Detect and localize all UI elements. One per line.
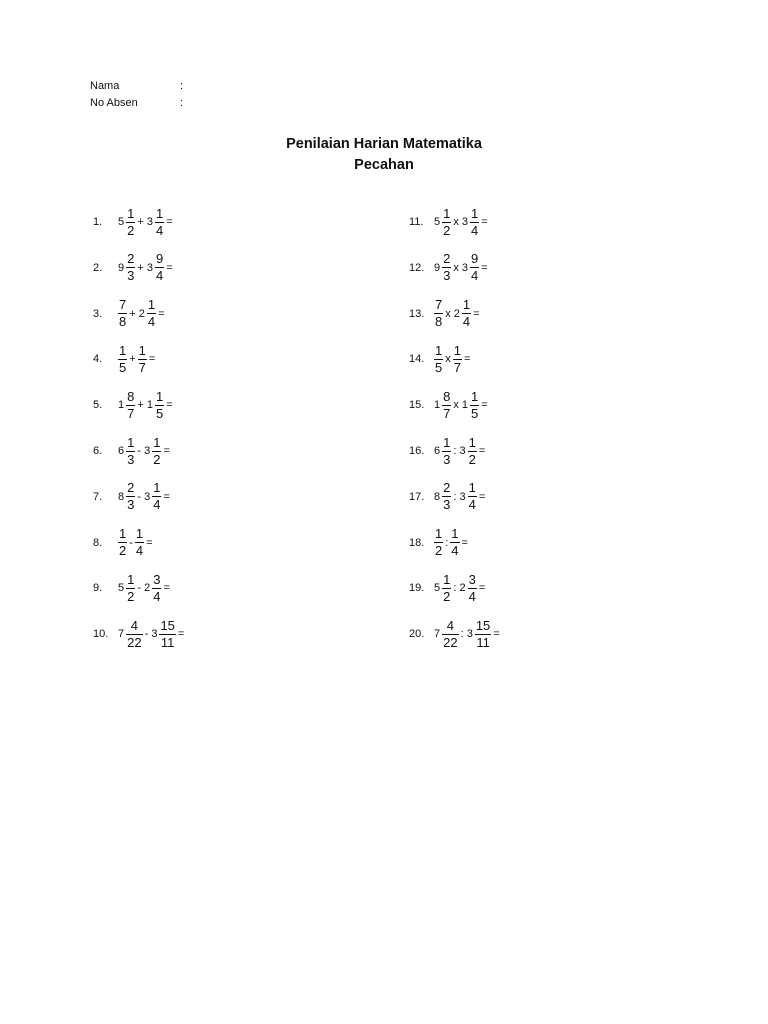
fraction <box>126 207 135 238</box>
expression-text: = <box>478 490 486 503</box>
numerator: 9 <box>155 251 164 267</box>
expression-text: + 2 <box>129 307 145 320</box>
expression-text: = <box>493 628 500 641</box>
expression-text: 5 <box>434 216 441 228</box>
numerator: 1 <box>135 526 144 542</box>
numerator: 4 <box>130 617 138 633</box>
numerator: 9 <box>471 251 479 267</box>
numerator: 1 <box>471 388 479 404</box>
fraction <box>470 252 479 283</box>
expression-text: = <box>177 628 185 641</box>
expression-text: 5 <box>118 216 125 228</box>
expression-text: = <box>163 445 170 457</box>
fraction <box>126 573 135 604</box>
problem-6 <box>93 433 171 469</box>
expression-text: : 2 <box>453 582 466 595</box>
problem-expression <box>117 436 171 467</box>
expression-text: = <box>158 307 165 320</box>
denominator: 7 <box>443 405 451 421</box>
fraction <box>434 527 443 558</box>
numerator: 15 <box>160 617 175 633</box>
problem-expression <box>117 481 171 512</box>
fraction <box>434 344 443 375</box>
expression-text: - 3 <box>144 628 158 641</box>
expression-text: 1 <box>434 399 441 412</box>
numerator: 1 <box>435 526 443 542</box>
numerator: 3 <box>468 571 476 587</box>
expression-text: 9 <box>118 261 125 274</box>
fraction <box>470 207 479 238</box>
problem-expression <box>433 390 489 421</box>
denominator: 22 <box>443 634 458 650</box>
name-label: Nama <box>90 80 120 92</box>
problem-number: 13. <box>409 307 425 320</box>
denominator: 5 <box>471 405 479 421</box>
problem-number: 7. <box>93 490 103 503</box>
expression-text: - 2 <box>137 582 151 595</box>
denominator: 4 <box>153 588 161 604</box>
numerator: 1 <box>127 205 135 221</box>
fraction <box>152 573 161 604</box>
denominator: 3 <box>127 268 135 284</box>
problem-expression <box>117 252 174 283</box>
fraction <box>147 298 156 329</box>
problem-9 <box>93 570 171 606</box>
problem-number: 14. <box>409 353 425 366</box>
problem-expression <box>117 344 156 375</box>
denominator: 3 <box>443 268 451 284</box>
numerator: 1 <box>127 434 135 450</box>
numerator: 7 <box>119 297 127 313</box>
expression-text: = <box>163 582 170 595</box>
fraction <box>442 390 451 421</box>
fraction <box>442 481 451 512</box>
denominator: 2 <box>153 451 161 467</box>
expression-text: = <box>166 261 173 274</box>
numerator: 2 <box>443 251 451 267</box>
fraction <box>434 298 443 329</box>
problem-8 <box>93 525 154 561</box>
problem-number: 2. <box>93 261 103 274</box>
expression-text: x <box>445 353 451 366</box>
problem-number: 8. <box>93 536 103 549</box>
problem-expression <box>433 573 486 604</box>
fraction <box>155 207 164 238</box>
numerator: 15 <box>475 617 491 633</box>
problem-1 <box>93 204 174 240</box>
absen-row <box>90 95 183 111</box>
denominator: 4 <box>471 222 479 238</box>
expression-text: + 3 <box>137 261 153 274</box>
absen-colon: : <box>180 97 184 109</box>
numerator: 1 <box>443 571 451 587</box>
fraction <box>453 344 462 375</box>
problem-10 <box>93 616 185 652</box>
fraction <box>462 298 471 329</box>
denominator: 11 <box>160 634 175 650</box>
fraction <box>126 436 135 467</box>
numerator: 1 <box>127 571 135 587</box>
denominator: 7 <box>138 359 146 375</box>
expression-text: = <box>478 582 486 595</box>
problem-expression <box>433 344 471 375</box>
numerator: 1 <box>443 205 451 221</box>
expression-text: = <box>146 536 153 549</box>
expression-text: = <box>481 261 488 274</box>
fraction <box>155 390 164 421</box>
denominator: 4 <box>147 314 156 330</box>
problem-expression <box>117 298 166 329</box>
denominator: 11 <box>476 634 490 650</box>
denominator: 3 <box>127 497 135 513</box>
page-subtitle: Pecahan <box>354 157 414 173</box>
expression-text: 7 <box>434 628 441 641</box>
problem-20 <box>409 616 501 652</box>
denominator: 7 <box>453 359 461 375</box>
denominator: 2 <box>443 222 451 238</box>
expression-text: x 1 <box>453 399 469 412</box>
numerator: 1 <box>451 526 459 542</box>
numerator: 4 <box>446 617 454 633</box>
expression-text: = <box>166 399 173 412</box>
expression-text: - 3 <box>137 490 151 503</box>
problem-3 <box>93 296 166 332</box>
fraction <box>152 436 161 467</box>
denominator: 8 <box>435 314 443 330</box>
fraction <box>152 481 161 512</box>
denominator: 5 <box>155 405 164 421</box>
expression-text: - <box>129 536 133 549</box>
expression-text: + 1 <box>137 399 153 412</box>
problem-expression <box>117 527 154 558</box>
expression-text: : 3 <box>460 628 473 641</box>
denominator: 4 <box>135 543 144 559</box>
numerator: 1 <box>462 297 471 313</box>
numerator: 1 <box>119 342 127 358</box>
expression-text: = <box>461 536 468 549</box>
problem-11 <box>409 204 489 240</box>
denominator: 4 <box>468 588 476 604</box>
denominator: 22 <box>127 634 142 650</box>
expression-text: : 3 <box>453 445 466 457</box>
expression-text: = <box>163 490 170 503</box>
problem-2 <box>93 250 174 286</box>
expression-text: 5 <box>434 582 441 595</box>
expression-text: = <box>166 216 173 228</box>
problem-number: 5. <box>93 399 103 412</box>
numerator: 1 <box>119 526 127 542</box>
problem-7 <box>93 479 171 515</box>
denominator: 4 <box>462 314 471 330</box>
numerator: 1 <box>435 342 443 358</box>
problem-5 <box>93 387 174 423</box>
problem-16 <box>409 433 486 469</box>
numerator: 1 <box>153 480 161 496</box>
expression-text: = <box>478 445 486 457</box>
problem-number: 16. <box>409 445 425 457</box>
expression-text: = <box>481 216 488 228</box>
fraction <box>155 252 164 283</box>
expression-text: 6 <box>434 445 441 457</box>
expression-text: = <box>148 353 156 366</box>
denominator: 2 <box>119 543 127 559</box>
denominator: 4 <box>471 268 479 284</box>
denominator: 5 <box>119 359 127 375</box>
problem-12 <box>409 250 489 286</box>
problem-number: 9. <box>93 582 103 595</box>
fraction <box>138 344 147 375</box>
denominator: 2 <box>443 588 451 604</box>
numerator: 8 <box>443 388 451 404</box>
fraction <box>118 344 127 375</box>
fraction <box>159 619 175 650</box>
numerator: 1 <box>453 342 461 358</box>
problem-13 <box>409 296 481 332</box>
problem-number: 15. <box>409 399 425 412</box>
problem-expression <box>117 390 174 421</box>
expression-text: 5 <box>118 582 125 595</box>
fraction <box>118 298 127 329</box>
fraction <box>442 619 458 650</box>
expression-text: 7 <box>118 628 125 641</box>
denominator: 4 <box>153 497 161 513</box>
denominator: 2 <box>435 543 443 559</box>
denominator: 3 <box>443 451 451 467</box>
fraction <box>126 252 135 283</box>
problem-number: 6. <box>93 445 103 457</box>
problem-number: 19. <box>409 582 425 595</box>
problem-17 <box>409 479 486 515</box>
expression-text: = <box>473 307 480 320</box>
problem-expression <box>433 481 486 512</box>
expression-text: - 3 <box>137 445 151 457</box>
fraction <box>442 436 451 467</box>
numerator: 1 <box>443 434 451 450</box>
problem-number: 11. <box>409 216 424 228</box>
expression-text: = <box>481 399 488 412</box>
numerator: 1 <box>468 480 476 496</box>
problem-number: 10. <box>93 628 109 641</box>
denominator: 2 <box>127 588 135 604</box>
problem-expression <box>433 436 486 467</box>
absen-label: No Absen <box>90 97 138 109</box>
name-colon: : <box>180 80 184 92</box>
numerator: 1 <box>471 205 479 221</box>
problem-expression <box>117 573 171 604</box>
expression-text: 6 <box>118 445 125 457</box>
problem-expression <box>433 252 489 283</box>
fraction <box>442 252 451 283</box>
fraction <box>118 527 127 558</box>
expression-text: : 3 <box>453 490 466 503</box>
denominator: 4 <box>451 543 459 559</box>
expression-text: 9 <box>434 261 441 274</box>
fraction <box>442 207 451 238</box>
fraction <box>468 573 477 604</box>
expression-text: : <box>445 536 449 549</box>
fraction <box>442 573 451 604</box>
problem-expression <box>117 619 185 650</box>
numerator: 3 <box>153 571 161 587</box>
expression-text: + 3 <box>137 216 153 228</box>
denominator: 4 <box>468 497 476 513</box>
denominator: 2 <box>468 451 476 467</box>
fraction <box>450 527 459 558</box>
problem-18 <box>409 525 469 561</box>
expression-text: 8 <box>118 490 125 503</box>
denominator: 4 <box>155 268 164 284</box>
problem-number: 17. <box>409 490 425 503</box>
numerator: 2 <box>127 480 135 496</box>
numerator: 1 <box>468 434 476 450</box>
denominator: 8 <box>119 314 127 330</box>
expression-text: 8 <box>434 490 441 503</box>
expression-text: x 3 <box>453 216 469 228</box>
problem-15 <box>409 387 489 423</box>
denominator: 3 <box>443 497 451 513</box>
problem-14 <box>409 341 471 377</box>
numerator: 1 <box>153 434 161 450</box>
numerator: 8 <box>127 388 135 404</box>
name-row <box>90 78 183 94</box>
denominator: 4 <box>155 222 164 238</box>
numerator: 1 <box>147 297 156 313</box>
denominator: 7 <box>127 405 135 421</box>
problem-expression <box>433 207 489 238</box>
problem-expression <box>117 207 174 238</box>
problem-19 <box>409 570 486 606</box>
problem-expression <box>433 619 501 650</box>
expression-text: 1 <box>118 399 125 412</box>
fraction <box>126 619 142 650</box>
denominator: 3 <box>127 451 135 467</box>
expression-text: x 3 <box>453 261 469 274</box>
problem-number: 18. <box>409 536 425 549</box>
numerator: 1 <box>155 388 164 404</box>
numerator: 2 <box>443 480 451 496</box>
expression-text: x 2 <box>445 307 460 320</box>
denominator: 2 <box>127 222 135 238</box>
problem-4 <box>93 341 156 377</box>
expression-text: = <box>463 353 471 366</box>
fraction <box>475 619 491 650</box>
fraction <box>126 481 135 512</box>
numerator: 1 <box>155 205 164 221</box>
problem-number: 12. <box>409 261 425 274</box>
problem-number: 20. <box>409 628 425 641</box>
problem-number: 1. <box>93 216 103 228</box>
page-title: Penilaian Harian Matematika <box>286 136 482 152</box>
denominator: 5 <box>435 359 443 375</box>
numerator: 2 <box>127 251 135 267</box>
fraction <box>470 390 479 421</box>
fraction <box>468 481 477 512</box>
numerator: 1 <box>138 342 146 358</box>
fraction <box>135 527 144 558</box>
numerator: 7 <box>435 297 443 313</box>
fraction <box>126 390 135 421</box>
expression-text: + <box>129 353 136 366</box>
problem-number: 4. <box>93 353 103 366</box>
problem-expression <box>433 298 481 329</box>
problem-number: 3. <box>93 307 103 320</box>
fraction <box>468 436 477 467</box>
problem-expression <box>433 527 469 558</box>
